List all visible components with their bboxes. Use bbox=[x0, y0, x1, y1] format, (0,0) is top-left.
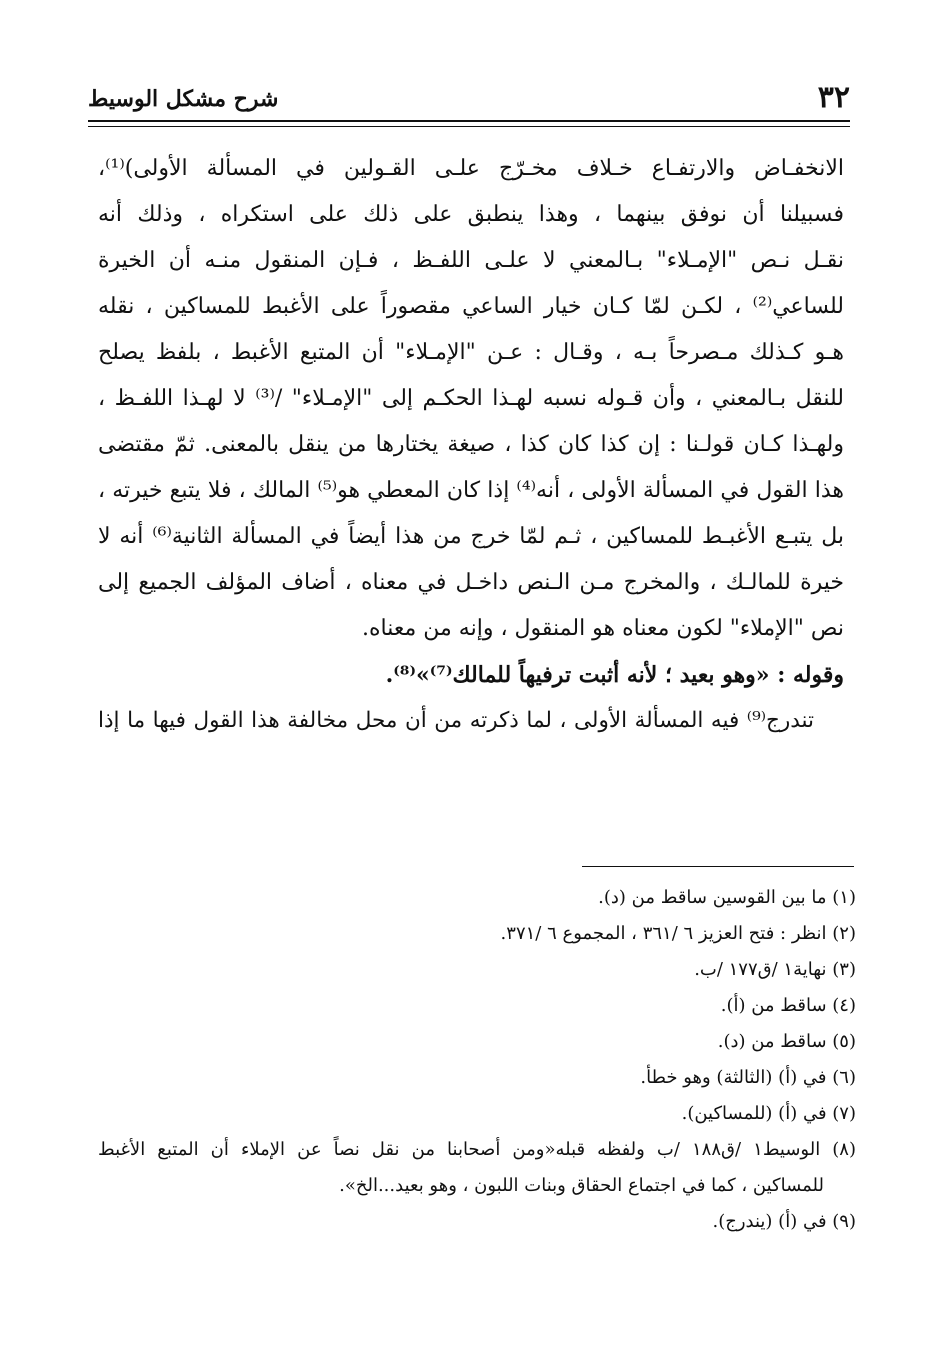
footnote: (٦) في (أ) (الثالثة) وهو خطأ. bbox=[640, 1067, 856, 1088]
footnotes bbox=[98, 880, 856, 1240]
text-line: للساعي⁽²⁾ ، لكـن لمّا كـان خيار الساعي مقصوراً على الأغبط للمساكين ، نقله bbox=[98, 294, 844, 319]
text-line: تندرج⁽⁹⁾ فيه المسألة الأولى ، لما ذكرته من أن محل مخالفة هذا القول فيها ما إذا bbox=[98, 708, 814, 733]
text-line: فسبيلنا أن نوفق بينهما ، وهذا ينطبق على ذلك على استكراه ، وذلك أنه bbox=[98, 202, 844, 227]
quoted-heading-line: وقوله : «وهو بعيد ؛ لأنه أثبت ترفيهاً للمالك⁽⁷⁾»⁽⁸⁾. bbox=[385, 662, 844, 688]
footnote: (٢) انظر : فتح العزيز ٦ /٣٦١ ، المجموع ٦ /٣٧١. bbox=[500, 923, 856, 944]
footnote-continuation: للمساكين ، كما في اجتماع الحقاق وبنات اللبون ، وهو بعيد...الخ». bbox=[339, 1175, 824, 1196]
header-rule-thin bbox=[88, 126, 850, 127]
footnote: (٨) الوسيط١ /ق١٨٨ /ب ولفظه قبله«ومن أصحابنا من نقل نصاً عن الإملاء أن المتبع الأغبط bbox=[98, 1139, 856, 1160]
running-title: شرح مشكل الوسيط bbox=[88, 86, 279, 112]
footnote: (٩) في (أ) (يندرج). bbox=[712, 1211, 856, 1232]
footnote: (٤) ساقط من (أ). bbox=[720, 995, 856, 1016]
text-line: للنقل بـالمعني ، وأن قـوله نسبه لهـذا الحكـم إلى "الإمـلاء" /⁽³⁾ لا لهـذا اللفـظ ، bbox=[98, 386, 845, 411]
text-line: هـو كـذلك مـصرحاً بـه ، وقـال : عـن "الإمـلاء" أن المتبع الأغبط ، بلفظ يصلح bbox=[98, 340, 844, 365]
header-rule-thick bbox=[88, 120, 850, 122]
footnote: (٥) ساقط من (د). bbox=[717, 1031, 856, 1052]
page-number: ٣٢ bbox=[817, 80, 850, 115]
footnote-separator bbox=[582, 866, 854, 867]
text-line: خيرة للمالـك ، والمخرج مـن الـنص داخـل في معناه ، أضاف المؤلف الجميع إلى bbox=[98, 570, 844, 595]
page-header bbox=[88, 78, 850, 118]
text-line: نص "الإملاء" لكون معناه هو المنقول ، وإنه من معناه. bbox=[362, 616, 844, 641]
text-line: ولهـذا كـان قولـنا : إن كذا كان كذا ، صيغة يختارها من ينقل بالمعنى. ثمّ مقتضى bbox=[98, 432, 844, 457]
text-line: بل يتبـع الأغبـط للمساكين ، ثـم لمّا خرج من هذا أيضاً في المسألة الثانية⁽⁶⁾ أنه لا bbox=[98, 524, 844, 549]
footnote: (٣) نهاية١ /ق١٧٧ /ب. bbox=[694, 959, 856, 980]
text-line: هذا القول في المسألة الأولى ، أنه⁽⁴⁾ إذا كان المعطي هو⁽⁵⁾ المالك ، فلا يتبع خيرته ، bbox=[98, 478, 844, 503]
footnote: (٧) في (أ) (للمساكين). bbox=[681, 1103, 856, 1124]
text-line: الانخفـاض والارتفـاع خـلاف مخـرّج علـى القـولين في المسألة الأولى)⁽¹⁾، bbox=[98, 156, 844, 181]
text-line: نقـل نـص "الإمـلاء" بـالمعني لا علـى اللفـظ ، فـإن المنقول منـه أن الخيرة bbox=[98, 248, 844, 273]
footnote: (١) ما بين القوسين ساقط من (د). bbox=[598, 887, 856, 908]
main-text bbox=[98, 146, 844, 744]
